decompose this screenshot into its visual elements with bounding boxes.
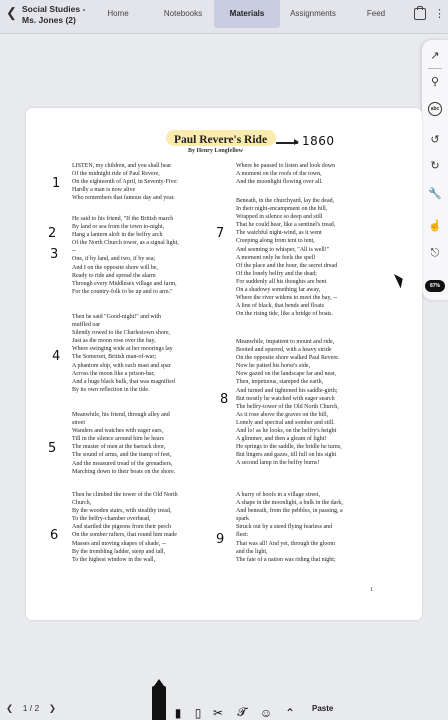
toolbar-divider: [428, 68, 442, 69]
more-options-icon[interactable]: ⋮: [434, 8, 445, 20]
highlighter-tool-icon[interactable]: ▯: [194, 706, 202, 720]
paste-button[interactable]: Paste: [312, 704, 334, 713]
text-tool-icon[interactable]: 𝓣: [237, 705, 247, 719]
stanza-left-5: Then he climbed the tower of the Old North Church, By the wooden stairs, with stealthy tread, To the belfry-chamber overhead, And startled the pigeons from their perch On the somber rafters, that round him made Masses and moving shapes of shade, -- By the trembling ladder, steep and tall, To the highest window in the wall,: [72, 492, 178, 563]
handwritten-number-3: 3: [50, 247, 59, 262]
zoom-level-badge[interactable]: 87%: [425, 280, 445, 292]
sticker-icon[interactable]: ☺: [259, 706, 273, 720]
stamp-icon[interactable]: ⎋: [430, 246, 440, 259]
handwritten-number-2: 2: [48, 226, 57, 241]
tab-feed[interactable]: Feed: [366, 9, 386, 18]
clipboard-icon[interactable]: [414, 8, 426, 20]
page-number: 1: [370, 587, 373, 593]
tab-materials[interactable]: Materials: [214, 0, 280, 28]
expand-icon[interactable]: ↗: [430, 49, 440, 62]
marker-tool-icon[interactable]: ▮: [174, 706, 182, 720]
spellcheck-icon[interactable]: abc: [428, 102, 442, 116]
redo-icon[interactable]: ↻: [430, 159, 440, 172]
handwritten-number-4: 4: [52, 349, 61, 364]
stanza-right-1: Where he paused to listen and look down A moment on the roofs of the town, And the moonlight flowing over all.: [236, 163, 336, 186]
stanza-right-2: Beneath, in the churchyard, lay the dead, In their night-encampment on the hill, Wrapped in silence so deep and still That he could hear, like a sentinel's tread, The watchful night-wind, as it went Creeping along from tent to tent, And seeming to whisper, "All is well!" A moment only he feels the spell Of the place and the hour, the secret dread Of the lonely belfry and the dead; For suddenly all his thoughts are bent On a shadowy something far away, Where the river widens to meet the bay, -- A line of black, that bends and floats On the rising tide, like a bridge of boats.: [236, 198, 338, 318]
stanza-right-3: Meanwhile, impatient to mount and ride, Booted and spurred, with a heavy stride On the opposite shore walked Paul Revere. Now he patted his horse's side, Now gazed on the landscape far and near, Then, impetuous, stamped the earth, And turned and tightened his saddle-girth; But mostly he watched with eager search The belfry-tower of the Old North Church, As it rose above the graves on the hill, Lonely and spectral and somber and still. And lo! as he looks, on the belfry's height A glimmer, and then a gleam of light! He springs to the saddle, the bridle he turns, But lingers and gazes, till full on his sight A second lamp in the belfry burns!: [236, 339, 342, 467]
back-chevron-icon[interactable]: ❮: [6, 5, 17, 20]
stanza-left-3: Then he said "Good-night!" and with muffled oar Silently rowed to the Charlestown shore, Just as the moon rose over the bay, Where swinging wide at her moorings lay The Somerset, British man-of-war; A phantom ship, with each mast and spar Across the moon like a prison-bar, And a huge black hulk, that was magnified By its own reflection in the tide.: [72, 314, 175, 393]
wrench-icon[interactable]: 🔧: [428, 187, 442, 200]
handwritten-number-1: 1: [52, 176, 61, 191]
next-page-icon[interactable]: ❯: [48, 702, 56, 713]
pen-tool-icon[interactable]: [152, 686, 166, 720]
handwritten-arrow: [276, 142, 298, 144]
handwritten-number-6: 6: [50, 528, 59, 543]
handwritten-number-8: 8: [220, 392, 229, 407]
handwritten-number-9: 9: [216, 532, 225, 547]
touch-icon[interactable]: ☝: [428, 219, 442, 232]
stanza-right-4: A hurry of hoofs in a village street, A shape in the moonlight, a bulk in the dark, And beneath, from the pebbles, in passing, a spark Struck out by a steed flying fearless and fleet: That was all! And yet, through the gloom and the light, The fate of a nation was riding that night;: [236, 492, 343, 563]
document-page[interactable]: [26, 108, 422, 620]
stanza-left-1: LISTEN, my children, and you shall hear Of the midnight ride of Paul Revere, On the eighteenth of April, in Seventy-Five: Hardly a man is now alive Who remembers that famous day and year.: [72, 163, 178, 202]
page-indicator: 1 / 2: [22, 703, 40, 713]
search-icon[interactable]: ⚲: [430, 75, 440, 88]
top-nav-bar: [0, 0, 448, 34]
annotation-tools: [144, 680, 340, 720]
tab-notebooks[interactable]: Notebooks: [163, 9, 203, 18]
poem-title: Paul Revere's Ride: [174, 134, 268, 146]
course-title[interactable]: Social Studies - Ms. Jones (2): [22, 4, 86, 25]
stanza-left-2: He said to his friend, "If the British march By land or sea from the town to-night, Hang a lantern aloft in the belfry arch Of the North Church tower, as a signal light, -- One, if by land, and two, if by sea; And I on the opposite shore will be, Ready to ride and spread the alarm Through every Middlesex village and farm, For the country-folk to be up and to arm.": [72, 216, 179, 295]
page-navigator: [6, 700, 56, 716]
handwritten-year: 1860: [302, 134, 335, 148]
handwritten-number-7: 7: [216, 226, 225, 241]
scissors-icon[interactable]: ✂: [212, 706, 224, 720]
undo-icon[interactable]: ↺: [430, 133, 440, 146]
poem-author: By Henry Longfellow: [188, 148, 243, 154]
handwritten-number-5: 5: [48, 441, 57, 456]
collapse-tools-icon[interactable]: ⌃: [284, 706, 296, 720]
previous-page-icon[interactable]: ❮: [6, 702, 14, 713]
right-toolbar: [422, 40, 448, 300]
tab-home[interactable]: Home: [107, 9, 129, 18]
tab-assignments[interactable]: Assignments: [290, 9, 336, 18]
stanza-left-4: Meanwhile, his friend, through alley and street Wanders and watches with eager ears, Till in the silence around him he hears The muster of men at the barrack door, The sound of arms, and the tramp of feet, And the measured tread of the grenadiers, Marching down to their boats on the shore.: [72, 412, 176, 475]
